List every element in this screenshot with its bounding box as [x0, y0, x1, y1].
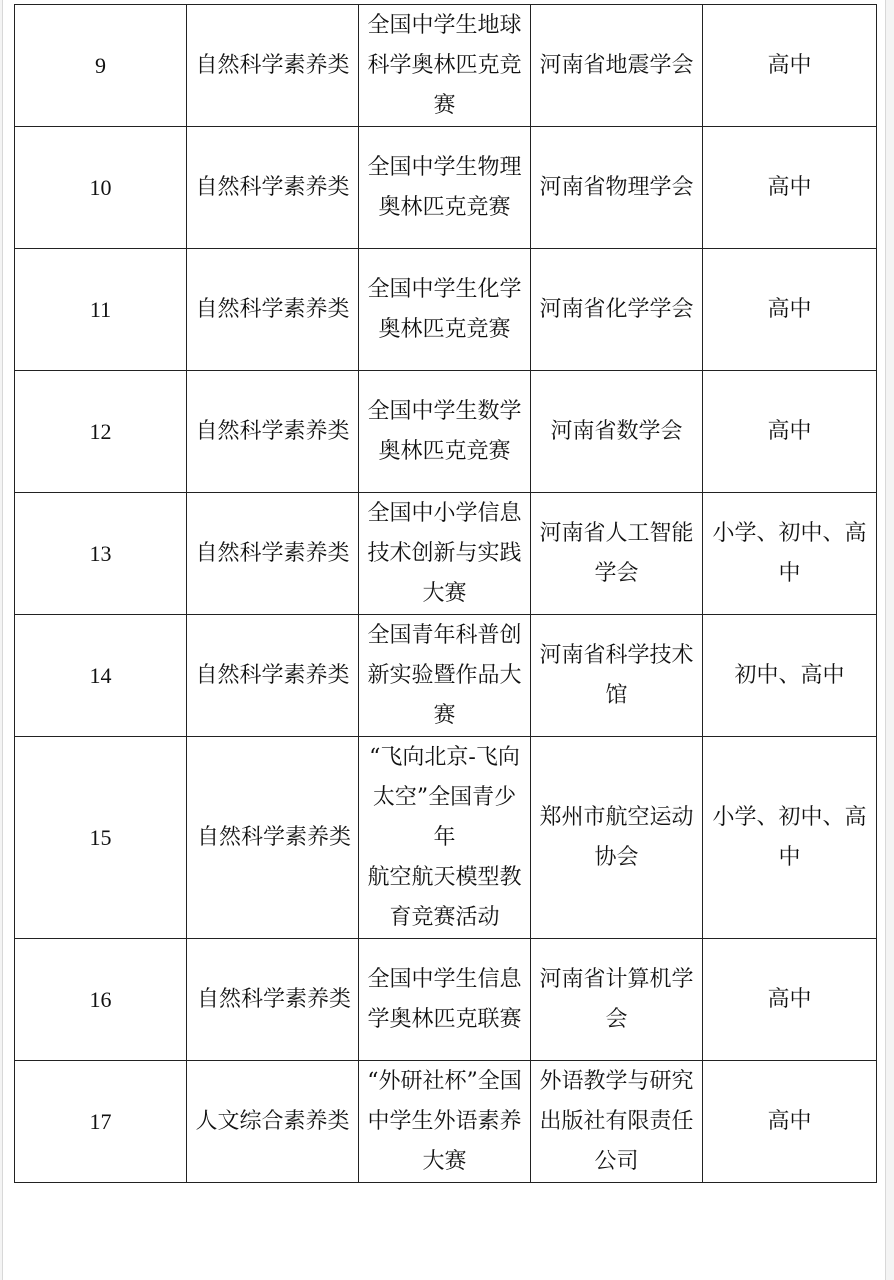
competition-name: 全国中学生化学奥林匹克竞赛: [367, 276, 522, 342]
table-row: [15, 5, 877, 127]
organizer-cell: 河南省化学学会: [531, 249, 703, 371]
organizer-cell: 郑州市航空运动协会: [531, 737, 703, 939]
table-row: [15, 939, 877, 1061]
level-cell: 高中: [703, 249, 877, 371]
category-cell: 自然科学素养类: [187, 5, 359, 127]
competition-name: 全国中学生数学奥林匹克竞赛: [367, 398, 522, 464]
competition-name-cell: [359, 939, 531, 1061]
level-cell: 小学、初中、高中: [703, 737, 877, 939]
category-cell: 自然科学素养类: [187, 371, 359, 493]
category-cell: 自然科学素养类: [187, 615, 359, 737]
competition-name: 全国中学生信息学奥林匹克联赛: [367, 966, 522, 1032]
competition-name: “飞向北京-飞向太空”全国青少年: [369, 744, 520, 850]
level-cell: 高中: [703, 371, 877, 493]
row-index: 14: [15, 615, 187, 737]
organizer-cell: 河南省地震学会: [531, 5, 703, 127]
competition-name-cell: [359, 737, 531, 939]
organizer-cell: 河南省计算机学会: [531, 939, 703, 1061]
competition-name: 全国中学生地球科学奥林匹克竞赛: [367, 12, 522, 118]
level-cell: 高中: [703, 939, 877, 1061]
competition-name-cell: [359, 127, 531, 249]
organizer-cell: 河南省人工智能学会: [531, 493, 703, 615]
table-row: [15, 371, 877, 493]
competition-name-cell: [359, 249, 531, 371]
organizer-cell: 外语教学与研究出版社有限责任公司: [531, 1061, 703, 1183]
level-cell: 小学、初中、高中: [703, 493, 877, 615]
level-cell: 高中: [703, 5, 877, 127]
row-index: 10: [15, 127, 187, 249]
organizer-cell: 河南省科学技术馆: [531, 615, 703, 737]
category-cell: 自然科学素养类: [187, 493, 359, 615]
competition-name: “外研社杯”全国中学生外语素养大赛: [367, 1068, 522, 1174]
row-index: 9: [15, 5, 187, 127]
competition-name-cell: [359, 371, 531, 493]
row-index: 13: [15, 493, 187, 615]
competition-name-cell: [359, 615, 531, 737]
row-index: 17: [15, 1061, 187, 1183]
competition-name-continued: 航空航天模型教育竞赛活动: [367, 864, 522, 930]
category-cell: 自然科学素养类: [187, 939, 359, 1061]
competition-name-cell: [359, 1061, 531, 1183]
level-cell: 初中、高中: [703, 615, 877, 737]
organizer-cell: 河南省数学会: [531, 371, 703, 493]
table-row: [15, 1061, 877, 1183]
competition-name-cell: [359, 5, 531, 127]
row-index: 11: [15, 249, 187, 371]
level-cell: 高中: [703, 1061, 877, 1183]
competition-table: [14, 4, 877, 1183]
table-row: [15, 615, 877, 737]
competition-name-cell: [359, 493, 531, 615]
table-row: [15, 493, 877, 615]
row-index: 12: [15, 371, 187, 493]
competition-name: 全国中学生物理奥林匹克竞赛: [367, 154, 522, 220]
level-cell: 高中: [703, 127, 877, 249]
table-row: [15, 737, 877, 939]
table-row: [15, 127, 877, 249]
table-row: [15, 249, 877, 371]
row-index: 15: [15, 737, 187, 939]
category-cell: 自然科学素养类: [187, 249, 359, 371]
row-index: 16: [15, 939, 187, 1061]
category-cell: 人文综合素养类: [187, 1061, 359, 1183]
category-cell: 自然科学素养类: [187, 127, 359, 249]
document-page: [2, 0, 886, 1280]
organizer-cell: 河南省物理学会: [531, 127, 703, 249]
category-cell: 自然科学素养类: [187, 737, 359, 939]
competition-name: 全国中小学信息技术创新与实践大赛: [367, 500, 522, 606]
competition-name: 全国青年科普创新实验暨作品大赛: [367, 622, 522, 728]
